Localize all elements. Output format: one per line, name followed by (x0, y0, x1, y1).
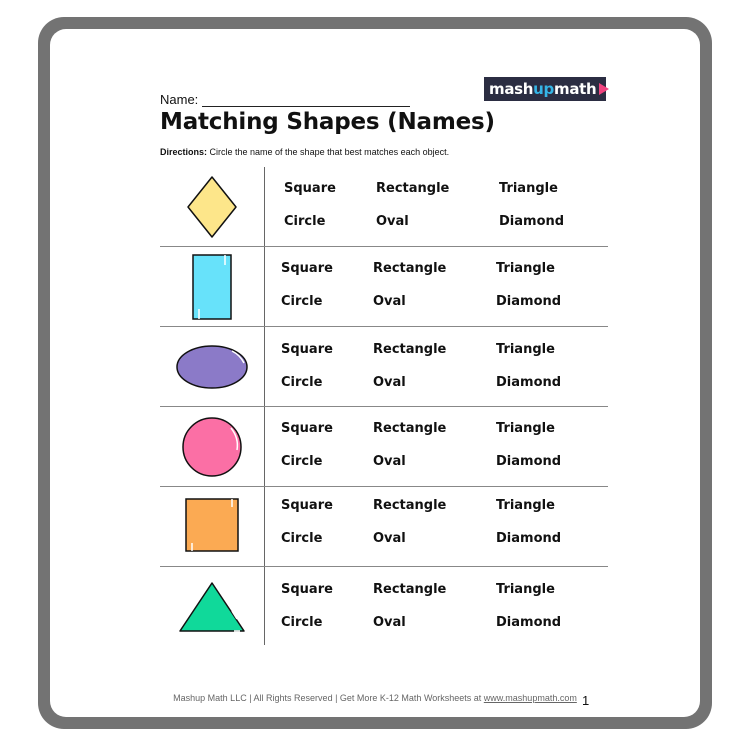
shape-cell (160, 567, 264, 647)
option-rectangle[interactable]: Rectangle (376, 181, 450, 196)
option-oval[interactable]: Oval (373, 615, 406, 630)
name-label: Name: (160, 92, 199, 107)
option-circle[interactable]: Circle (281, 531, 323, 546)
option-oval[interactable]: Oval (373, 454, 406, 469)
rectangle-shape (187, 251, 237, 323)
oval-shape (174, 343, 250, 391)
option-triangle[interactable]: Triangle (496, 498, 555, 513)
option-triangle[interactable]: Triangle (499, 181, 558, 196)
option-diamond[interactable]: Diamond (496, 615, 562, 630)
option-triangle[interactable]: Triangle (496, 342, 555, 357)
name-field-row (160, 92, 410, 107)
option-square[interactable]: Square (281, 342, 333, 357)
shape-row-1 (160, 167, 608, 247)
option-square[interactable]: Square (281, 582, 333, 597)
option-rectangle[interactable]: Rectangle (373, 342, 447, 357)
option-diamond[interactable]: Diamond (496, 454, 562, 469)
diamond-shape (182, 174, 242, 240)
option-rectangle[interactable]: Rectangle (373, 421, 447, 436)
option-rectangle[interactable]: Rectangle (373, 582, 447, 597)
worksheet-frame (38, 17, 712, 729)
footer-link[interactable]: www.mashupmath.com (483, 693, 577, 703)
page-title: Matching Shapes (Names) (160, 109, 495, 135)
option-circle[interactable]: Circle (281, 454, 323, 469)
shape-cell (160, 247, 264, 327)
option-oval[interactable]: Oval (373, 531, 406, 546)
option-triangle[interactable]: Triangle (496, 261, 555, 276)
option-diamond[interactable]: Diamond (496, 294, 562, 309)
square-shape (182, 495, 242, 555)
option-triangle[interactable]: Triangle (496, 582, 555, 597)
option-square[interactable]: Square (281, 421, 333, 436)
shape-row-6 (160, 567, 608, 647)
option-oval[interactable]: Oval (373, 375, 406, 390)
shape-cell (160, 407, 264, 487)
logo-text-math: math (554, 80, 597, 98)
shape-row-5 (160, 485, 608, 565)
option-square[interactable]: Square (281, 261, 333, 276)
directions-text: Circle the name of the shape that best matches each object. (207, 147, 450, 157)
option-circle[interactable]: Circle (281, 294, 323, 309)
option-diamond[interactable]: Diamond (499, 214, 565, 229)
option-square[interactable]: Square (281, 498, 333, 513)
logo-text-mash: mash (489, 80, 534, 98)
option-diamond[interactable]: Diamond (496, 375, 562, 390)
circle-shape (179, 414, 245, 480)
triangle-shape (176, 577, 248, 637)
page-number: 1 (582, 693, 590, 708)
option-triangle[interactable]: Triangle (496, 421, 555, 436)
option-circle[interactable]: Circle (284, 214, 326, 229)
shape-row-2 (160, 247, 608, 327)
mashupmath-logo (484, 77, 606, 101)
option-square[interactable]: Square (284, 181, 336, 196)
option-rectangle[interactable]: Rectangle (373, 498, 447, 513)
option-circle[interactable]: Circle (281, 375, 323, 390)
directions (160, 147, 449, 157)
shape-cell (160, 327, 264, 407)
footer-text: Mashup Math LLC | All Rights Reserved | Get More K-12 Math Worksheets at (173, 693, 484, 703)
directions-label: Directions: (160, 147, 208, 157)
option-oval[interactable]: Oval (376, 214, 409, 229)
shape-row-4 (160, 407, 608, 487)
shape-row-3 (160, 327, 608, 407)
name-blank-line[interactable] (202, 94, 410, 107)
option-oval[interactable]: Oval (373, 294, 406, 309)
option-rectangle[interactable]: Rectangle (373, 261, 447, 276)
worksheet-page (50, 29, 700, 717)
logo-text-up: up (533, 80, 554, 98)
play-icon (599, 83, 609, 95)
shape-cell (160, 167, 264, 247)
footer (50, 693, 700, 703)
option-circle[interactable]: Circle (281, 615, 323, 630)
shape-cell (160, 485, 264, 565)
option-diamond[interactable]: Diamond (496, 531, 562, 546)
